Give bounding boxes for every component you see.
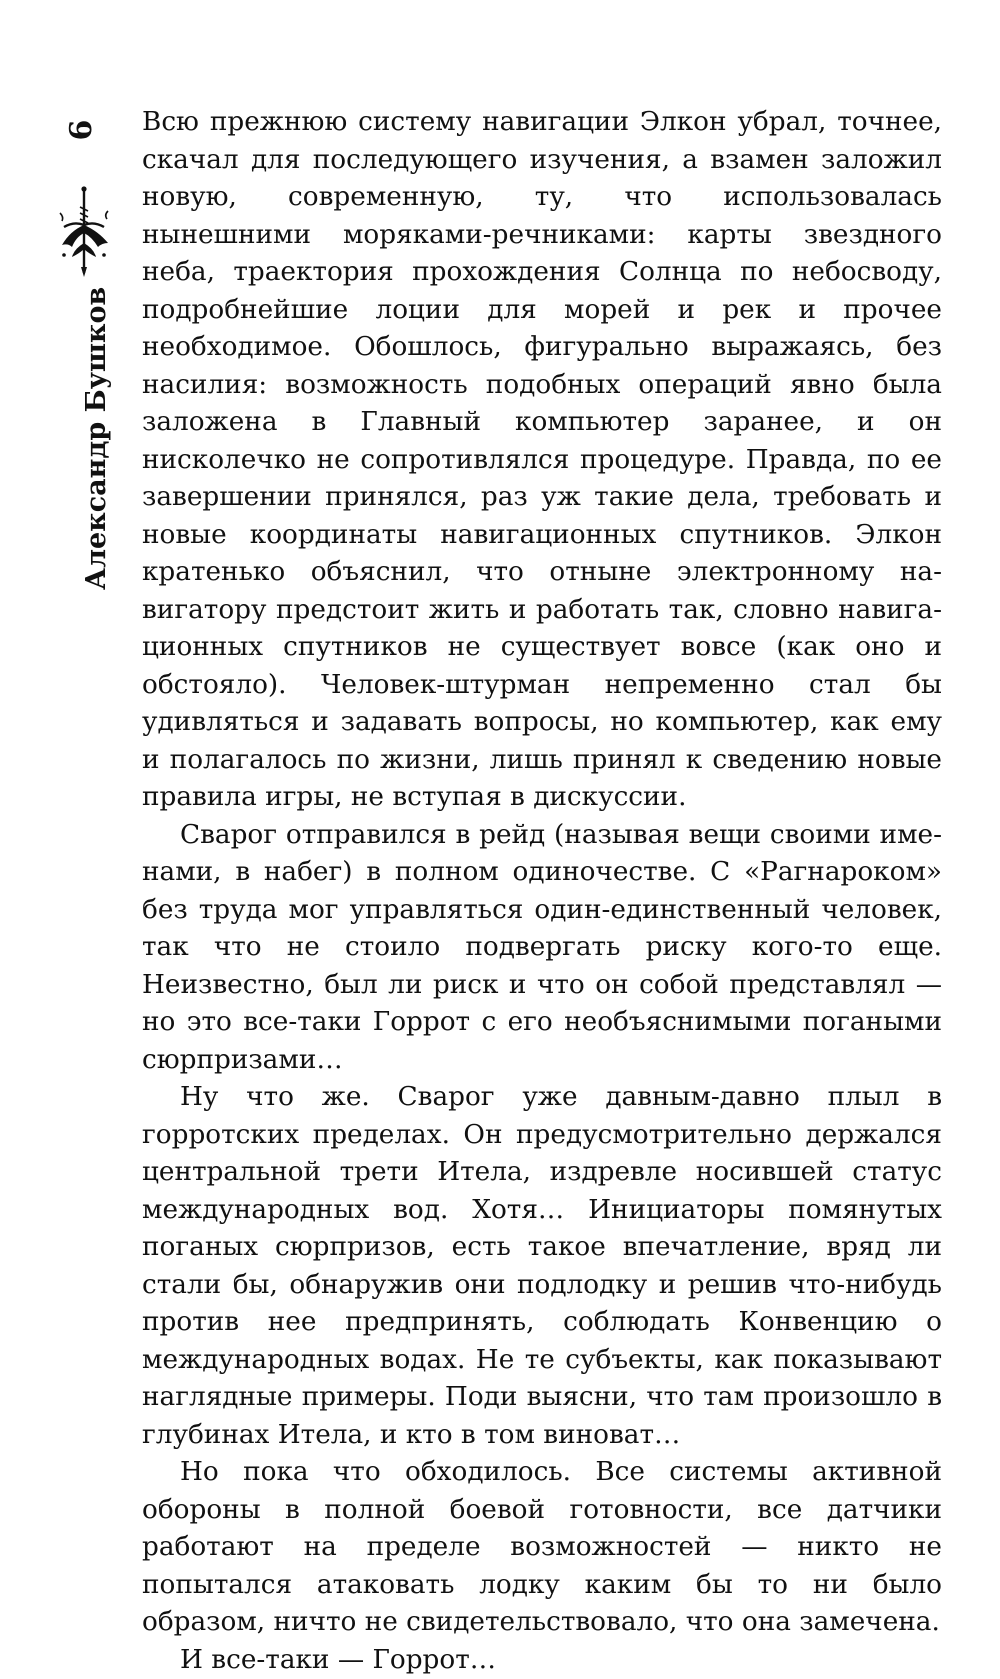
paragraph: И все-таки — Горрот… <box>142 1642 942 1679</box>
paragraph: Сварог отправился в рейд (называя вещи своими именами, в набег) в полном одиночестве. С «Рагнароком» без труда мог управляться один-единственный человек, так что не стоило подвергать риску кого-то еще. Неизвестно, был ли риск и что он собой представлял — но это все-таки Горрот с его необъяснимыми погаными сюрпризами… <box>142 817 942 1080</box>
page-number: 6 <box>62 108 102 152</box>
paragraph: Но пока что обходилось. Все системы активной обороны в полной боевой готовности, все датчики работают на пределе возможностей — никто не попытался атаковать лодку каким бы то ни было образом, ничто не свидетельствовало, что она замечена. <box>142 1454 942 1642</box>
body-text <box>142 104 942 1679</box>
paragraph: Ну что же. Сварог уже давным-давно плыл в горротских пределах. Он предусмотрительно держался центральной трети Итела, издревле носившей статус международных вод. Хотя… Инициаторы помянутых поганых сюрпризов, есть такое впечатление, вряд ли стали бы, обнаружив они подлодку и решив что-нибудь против нее предпринять, соблюдать Конвенцию о международных водах. Не те субъекты, как показывают наглядные примеры. Поди выясни, что там произошло в глубинах Итела, и кто в том виноват… <box>142 1079 942 1454</box>
running-header-author: Александр Бушков <box>80 287 114 590</box>
sword-ornament-icon <box>50 185 118 280</box>
paragraph: Всю прежнюю систему навигации Элкон убрал, точнее, скачал для последующего изучения, а взамен заложил новую, современную, ту, что использовалась нынешними моряками-речниками: карты звездного неба, траектория прохождения Солнца по небосводу, подробнейшие лоции для морей и рек и прочее необходимое. Обошлось, фигурально выражаясь, без насилия: возможность подобных операций явно была заложена в Главный компьютер заранее, и он нисколечко не сопротивлялся процедуре. Правда, по ее завершении принялся, раз уж такие дела, требовать и новые координаты навигационных спутников. Элкон кратенько объяснил, что отныне электронному навигатору предстоит жить и работать так, словно навигационных спутников не существует вовсе (как оно и обстояло). Человек-штурман непременно стал бы удивляться и задавать вопросы, но компьютер, как ему и полагалось по жизни, лишь принял к сведению новые правила игры, не вступая в дискуссии. <box>142 104 942 817</box>
